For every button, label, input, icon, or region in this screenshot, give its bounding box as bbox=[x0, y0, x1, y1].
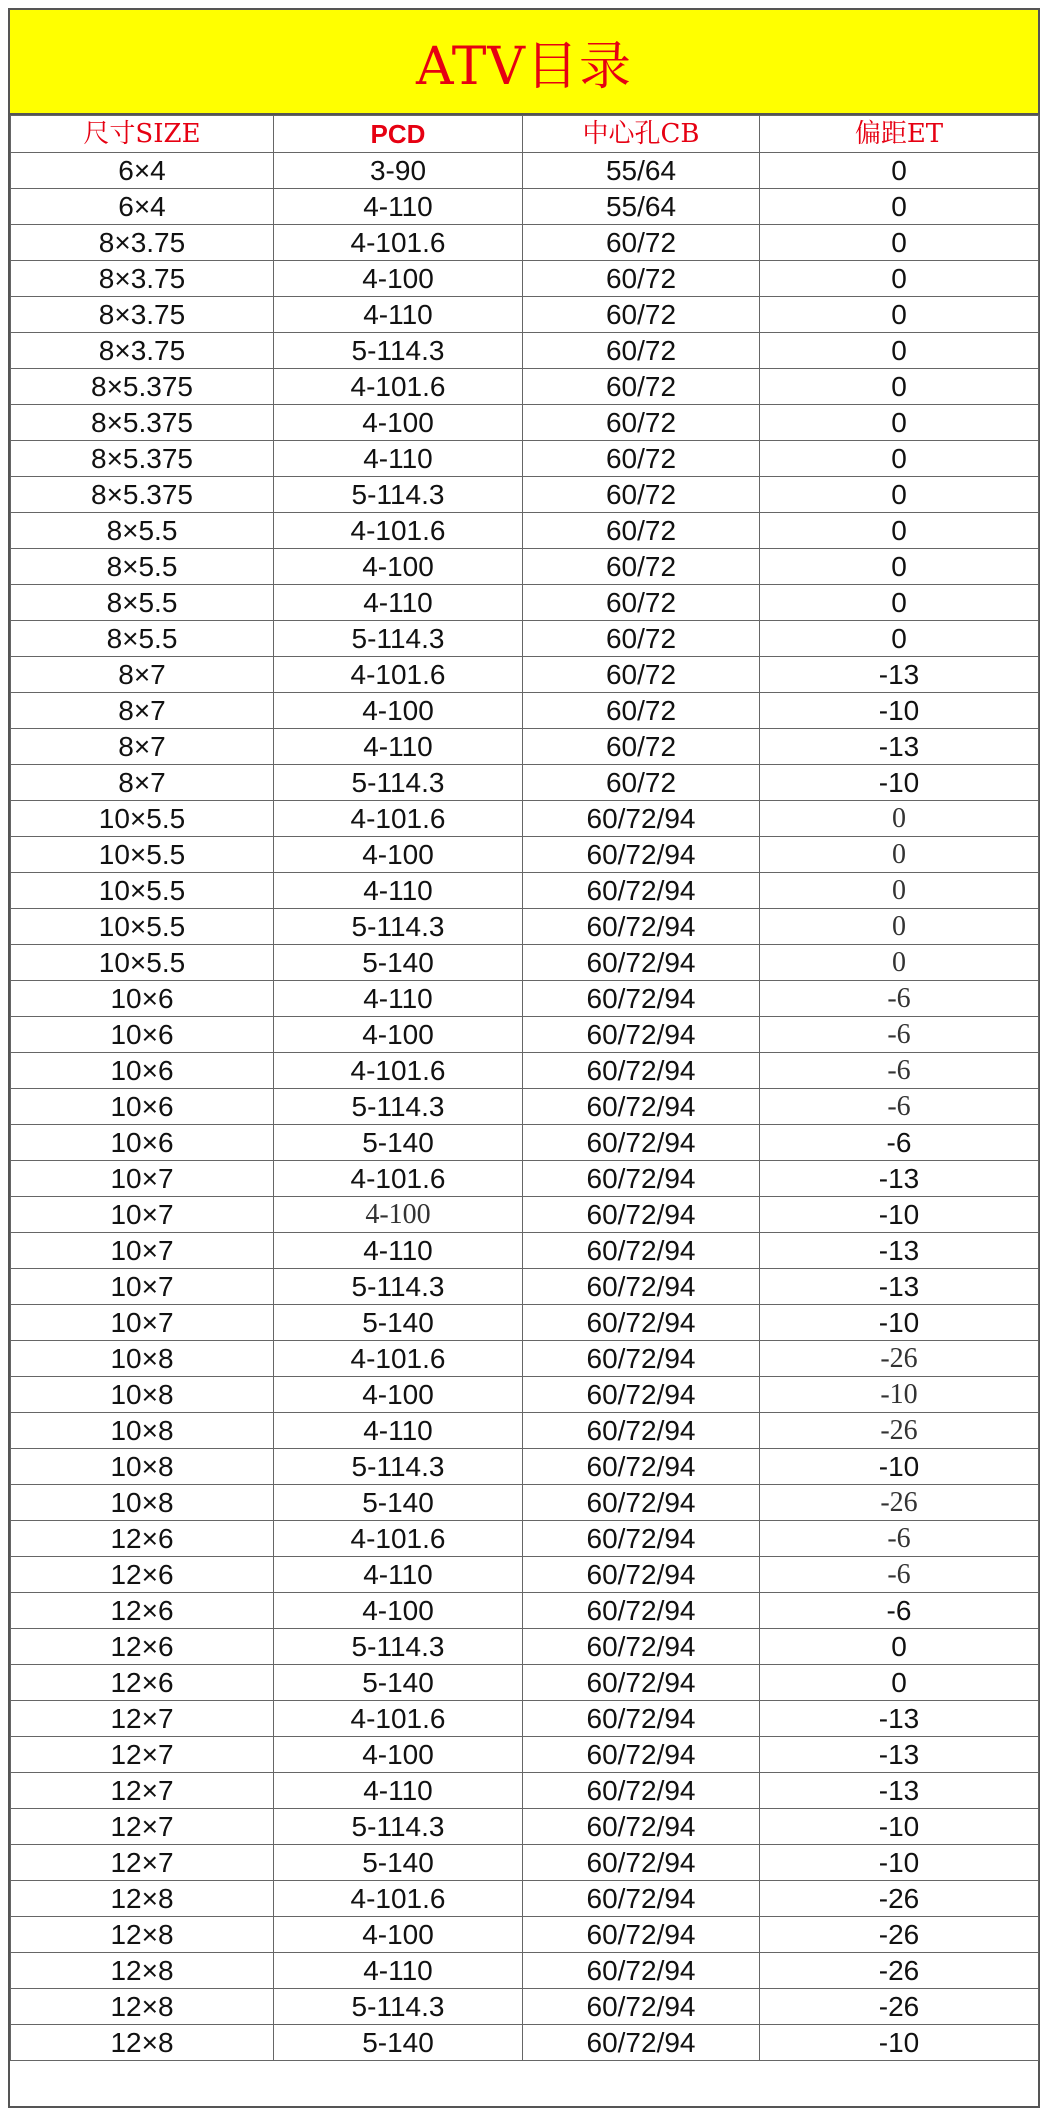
table-row bbox=[11, 1161, 1039, 1197]
table-row bbox=[11, 189, 1039, 225]
cell-center-bore: 60/72/94 bbox=[523, 945, 760, 981]
cell-pcd: 5-114.3 bbox=[274, 1989, 523, 2025]
cell-offset: 0 bbox=[760, 333, 1039, 369]
cell-offset: 0 bbox=[760, 189, 1039, 225]
cell-size: 8×3.75 bbox=[11, 333, 274, 369]
cell-size: 10×8 bbox=[11, 1341, 274, 1377]
table-row bbox=[11, 261, 1039, 297]
header-center-bore: 中心孔CB bbox=[523, 116, 760, 153]
cell-center-bore: 60/72 bbox=[523, 261, 760, 297]
table-row bbox=[11, 1377, 1039, 1413]
cell-center-bore: 55/64 bbox=[523, 189, 760, 225]
cell-pcd: 4-101.6 bbox=[274, 657, 523, 693]
cell-offset: -6 bbox=[760, 1557, 1039, 1593]
cell-size: 12×6 bbox=[11, 1593, 274, 1629]
cell-size: 10×5.5 bbox=[11, 801, 274, 837]
cell-pcd: 4-110 bbox=[274, 1413, 523, 1449]
cell-offset: 0 bbox=[760, 801, 1039, 837]
cell-size: 8×3.75 bbox=[11, 297, 274, 333]
cell-size: 8×7 bbox=[11, 765, 274, 801]
table-row bbox=[11, 1989, 1039, 2025]
cell-offset: -6 bbox=[760, 1593, 1039, 1629]
table-row bbox=[11, 1449, 1039, 1485]
cell-offset: 0 bbox=[760, 405, 1039, 441]
cell-pcd: 4-100 bbox=[274, 261, 523, 297]
cell-center-bore: 60/72 bbox=[523, 477, 760, 513]
cell-offset: -26 bbox=[760, 1413, 1039, 1449]
cell-pcd: 4-101.6 bbox=[274, 1701, 523, 1737]
cell-center-bore: 60/72/94 bbox=[523, 1341, 760, 1377]
cell-center-bore: 60/72 bbox=[523, 693, 760, 729]
table-row bbox=[11, 945, 1039, 981]
cell-center-bore: 60/72/94 bbox=[523, 1773, 760, 1809]
cell-offset: -13 bbox=[760, 729, 1039, 765]
cell-offset: -13 bbox=[760, 657, 1039, 693]
cell-size: 10×5.5 bbox=[11, 909, 274, 945]
cell-pcd: 4-100 bbox=[274, 405, 523, 441]
cell-size: 10×6 bbox=[11, 1017, 274, 1053]
table-body bbox=[11, 153, 1039, 2061]
cell-pcd: 4-101.6 bbox=[274, 1881, 523, 1917]
cell-offset: -26 bbox=[760, 1341, 1039, 1377]
table-row bbox=[11, 477, 1039, 513]
cell-center-bore: 60/72/94 bbox=[523, 1089, 760, 1125]
table-row bbox=[11, 1413, 1039, 1449]
cell-center-bore: 60/72 bbox=[523, 225, 760, 261]
cell-size: 10×8 bbox=[11, 1449, 274, 1485]
table-row bbox=[11, 513, 1039, 549]
cell-size: 8×7 bbox=[11, 693, 274, 729]
cell-center-bore: 60/72/94 bbox=[523, 1809, 760, 1845]
cell-pcd: 4-110 bbox=[274, 585, 523, 621]
cell-offset: 0 bbox=[760, 261, 1039, 297]
table-row bbox=[11, 729, 1039, 765]
cell-size: 8×5.375 bbox=[11, 441, 274, 477]
table-row bbox=[11, 441, 1039, 477]
cell-size: 10×7 bbox=[11, 1269, 274, 1305]
cell-size: 8×5.375 bbox=[11, 369, 274, 405]
cell-center-bore: 55/64 bbox=[523, 153, 760, 189]
cell-size: 12×6 bbox=[11, 1665, 274, 1701]
cell-pcd: 4-100 bbox=[274, 1593, 523, 1629]
cell-pcd: 5-140 bbox=[274, 1305, 523, 1341]
cell-offset: 0 bbox=[760, 621, 1039, 657]
cell-size: 12×8 bbox=[11, 1953, 274, 1989]
cell-pcd: 4-100 bbox=[274, 693, 523, 729]
cell-pcd: 4-100 bbox=[274, 1917, 523, 1953]
cell-pcd: 5-114.3 bbox=[274, 909, 523, 945]
cell-size: 10×7 bbox=[11, 1197, 274, 1233]
cell-pcd: 5-140 bbox=[274, 1485, 523, 1521]
header-size: 尺寸SIZE bbox=[11, 116, 274, 153]
table-row bbox=[11, 1593, 1039, 1629]
cell-size: 12×6 bbox=[11, 1557, 274, 1593]
cell-offset: -10 bbox=[760, 1809, 1039, 1845]
cell-pcd: 4-110 bbox=[274, 1233, 523, 1269]
cell-offset: -26 bbox=[760, 1917, 1039, 1953]
table-row bbox=[11, 1701, 1039, 1737]
cell-pcd: 4-101.6 bbox=[274, 369, 523, 405]
cell-pcd: 4-110 bbox=[274, 441, 523, 477]
table-row bbox=[11, 1845, 1039, 1881]
cell-size: 10×7 bbox=[11, 1161, 274, 1197]
cell-center-bore: 60/72 bbox=[523, 369, 760, 405]
cell-size: 12×7 bbox=[11, 1845, 274, 1881]
table-row bbox=[11, 1485, 1039, 1521]
cell-offset: -26 bbox=[760, 1881, 1039, 1917]
cell-center-bore: 60/72/94 bbox=[523, 873, 760, 909]
cell-offset: -10 bbox=[760, 2025, 1039, 2061]
cell-size: 12×7 bbox=[11, 1809, 274, 1845]
cell-center-bore: 60/72/94 bbox=[523, 1845, 760, 1881]
cell-offset: 0 bbox=[760, 225, 1039, 261]
cell-offset: 0 bbox=[760, 585, 1039, 621]
cell-pcd: 5-114.3 bbox=[274, 1449, 523, 1485]
table-row bbox=[11, 369, 1039, 405]
cell-size: 10×5.5 bbox=[11, 837, 274, 873]
cell-size: 10×8 bbox=[11, 1377, 274, 1413]
cell-size: 12×8 bbox=[11, 1989, 274, 2025]
cell-size: 8×5.5 bbox=[11, 621, 274, 657]
table-row bbox=[11, 585, 1039, 621]
cell-pcd: 5-114.3 bbox=[274, 333, 523, 369]
table-row bbox=[11, 1809, 1039, 1845]
cell-pcd: 4-110 bbox=[274, 297, 523, 333]
cell-center-bore: 60/72/94 bbox=[523, 1017, 760, 1053]
cell-pcd: 4-110 bbox=[274, 981, 523, 1017]
cell-center-bore: 60/72/94 bbox=[523, 1413, 760, 1449]
cell-offset: -6 bbox=[760, 1017, 1039, 1053]
table-row bbox=[11, 225, 1039, 261]
cell-offset: 0 bbox=[760, 1629, 1039, 1665]
cell-center-bore: 60/72/94 bbox=[523, 1665, 760, 1701]
header-row bbox=[11, 116, 1039, 153]
table-row bbox=[11, 981, 1039, 1017]
cell-center-bore: 60/72/94 bbox=[523, 1449, 760, 1485]
cell-size: 12×8 bbox=[11, 1881, 274, 1917]
table-row bbox=[11, 1665, 1039, 1701]
cell-offset: -26 bbox=[760, 1989, 1039, 2025]
cell-size: 12×6 bbox=[11, 1521, 274, 1557]
cell-size: 8×3.75 bbox=[11, 261, 274, 297]
table-row bbox=[11, 1017, 1039, 1053]
table-row bbox=[11, 837, 1039, 873]
cell-offset: 0 bbox=[760, 945, 1039, 981]
cell-offset: -13 bbox=[760, 1737, 1039, 1773]
cell-offset: -10 bbox=[760, 693, 1039, 729]
cell-size: 8×7 bbox=[11, 729, 274, 765]
cell-pcd: 4-100 bbox=[274, 1017, 523, 1053]
cell-offset: -10 bbox=[760, 1197, 1039, 1233]
cell-center-bore: 60/72/94 bbox=[523, 981, 760, 1017]
cell-center-bore: 60/72/94 bbox=[523, 1989, 760, 2025]
cell-offset: -6 bbox=[760, 1125, 1039, 1161]
cell-pcd: 4-101.6 bbox=[274, 801, 523, 837]
cell-center-bore: 60/72/94 bbox=[523, 1881, 760, 1917]
table-row bbox=[11, 1269, 1039, 1305]
cell-size: 8×5.5 bbox=[11, 549, 274, 585]
header-offset: 偏距ET bbox=[760, 116, 1039, 153]
cell-pcd: 4-100 bbox=[274, 549, 523, 585]
cell-center-bore: 60/72 bbox=[523, 333, 760, 369]
cell-size: 8×5.375 bbox=[11, 477, 274, 513]
cell-pcd: 5-114.3 bbox=[274, 1809, 523, 1845]
cell-size: 10×8 bbox=[11, 1485, 274, 1521]
table-row bbox=[11, 1557, 1039, 1593]
cell-offset: 0 bbox=[760, 837, 1039, 873]
table-row bbox=[11, 1053, 1039, 1089]
cell-pcd: 4-100 bbox=[274, 1197, 523, 1233]
cell-offset: 0 bbox=[760, 153, 1039, 189]
cell-center-bore: 60/72/94 bbox=[523, 1377, 760, 1413]
cell-pcd: 4-110 bbox=[274, 1557, 523, 1593]
cell-center-bore: 60/72/94 bbox=[523, 801, 760, 837]
cell-pcd: 3-90 bbox=[274, 153, 523, 189]
cell-pcd: 4-110 bbox=[274, 873, 523, 909]
cell-pcd: 4-101.6 bbox=[274, 1521, 523, 1557]
table-row bbox=[11, 1341, 1039, 1377]
cell-center-bore: 60/72 bbox=[523, 549, 760, 585]
cell-center-bore: 60/72/94 bbox=[523, 1593, 760, 1629]
cell-pcd: 5-140 bbox=[274, 945, 523, 981]
cell-center-bore: 60/72/94 bbox=[523, 1053, 760, 1089]
table-row bbox=[11, 1629, 1039, 1665]
cell-pcd: 4-110 bbox=[274, 729, 523, 765]
cell-offset: 0 bbox=[760, 909, 1039, 945]
cell-size: 12×8 bbox=[11, 2025, 274, 2061]
table-row bbox=[11, 1737, 1039, 1773]
cell-center-bore: 60/72/94 bbox=[523, 1305, 760, 1341]
table-row bbox=[11, 1521, 1039, 1557]
table-row bbox=[11, 1233, 1039, 1269]
cell-pcd: 4-101.6 bbox=[274, 1053, 523, 1089]
cell-center-bore: 60/72/94 bbox=[523, 1701, 760, 1737]
cell-size: 6×4 bbox=[11, 153, 274, 189]
cell-offset: 0 bbox=[760, 297, 1039, 333]
cell-center-bore: 60/72/94 bbox=[523, 1917, 760, 1953]
cell-size: 8×7 bbox=[11, 657, 274, 693]
cell-pcd: 5-114.3 bbox=[274, 765, 523, 801]
cell-offset: -13 bbox=[760, 1269, 1039, 1305]
cell-size: 10×6 bbox=[11, 1053, 274, 1089]
cell-pcd: 4-101.6 bbox=[274, 1161, 523, 1197]
cell-offset: 0 bbox=[760, 549, 1039, 585]
cell-size: 12×7 bbox=[11, 1701, 274, 1737]
table-row bbox=[11, 657, 1039, 693]
cell-pcd: 4-110 bbox=[274, 189, 523, 225]
cell-center-bore: 60/72/94 bbox=[523, 1197, 760, 1233]
cell-offset: -26 bbox=[760, 1953, 1039, 1989]
cell-offset: 0 bbox=[760, 873, 1039, 909]
cell-size: 8×5.5 bbox=[11, 513, 274, 549]
cell-size: 12×8 bbox=[11, 1917, 274, 1953]
catalog-sheet bbox=[8, 8, 1040, 2108]
cell-pcd: 5-114.3 bbox=[274, 1089, 523, 1125]
cell-size: 10×5.5 bbox=[11, 945, 274, 981]
cell-center-bore: 60/72 bbox=[523, 297, 760, 333]
cell-offset: -26 bbox=[760, 1485, 1039, 1521]
cell-pcd: 4-100 bbox=[274, 1737, 523, 1773]
cell-center-bore: 60/72/94 bbox=[523, 1953, 760, 1989]
cell-center-bore: 60/72/94 bbox=[523, 2025, 760, 2061]
cell-offset: 0 bbox=[760, 513, 1039, 549]
cell-pcd: 4-110 bbox=[274, 1773, 523, 1809]
cell-pcd: 5-140 bbox=[274, 1845, 523, 1881]
cell-pcd: 5-140 bbox=[274, 1665, 523, 1701]
cell-center-bore: 60/72/94 bbox=[523, 1269, 760, 1305]
cell-center-bore: 60/72 bbox=[523, 441, 760, 477]
table-row bbox=[11, 909, 1039, 945]
header-pcd: PCD bbox=[274, 116, 523, 153]
cell-pcd: 4-110 bbox=[274, 1953, 523, 1989]
cell-center-bore: 60/72 bbox=[523, 729, 760, 765]
page-title: ATV目录 bbox=[10, 10, 1038, 115]
table-row bbox=[11, 765, 1039, 801]
cell-offset: -13 bbox=[760, 1233, 1039, 1269]
cell-center-bore: 60/72/94 bbox=[523, 1737, 760, 1773]
cell-center-bore: 60/72/94 bbox=[523, 1521, 760, 1557]
table-row bbox=[11, 1881, 1039, 1917]
table-row bbox=[11, 1305, 1039, 1341]
cell-center-bore: 60/72/94 bbox=[523, 1233, 760, 1269]
cell-center-bore: 60/72 bbox=[523, 621, 760, 657]
cell-center-bore: 60/72/94 bbox=[523, 909, 760, 945]
cell-size: 10×5.5 bbox=[11, 873, 274, 909]
cell-center-bore: 60/72/94 bbox=[523, 837, 760, 873]
cell-pcd: 5-114.3 bbox=[274, 1629, 523, 1665]
cell-offset: 0 bbox=[760, 1665, 1039, 1701]
cell-center-bore: 60/72/94 bbox=[523, 1125, 760, 1161]
cell-pcd: 5-140 bbox=[274, 2025, 523, 2061]
cell-offset: -6 bbox=[760, 1053, 1039, 1089]
table-row bbox=[11, 405, 1039, 441]
cell-pcd: 5-114.3 bbox=[274, 477, 523, 513]
cell-size: 8×3.75 bbox=[11, 225, 274, 261]
cell-pcd: 5-114.3 bbox=[274, 621, 523, 657]
cell-size: 8×5.375 bbox=[11, 405, 274, 441]
cell-pcd: 4-101.6 bbox=[274, 1341, 523, 1377]
table-row bbox=[11, 1089, 1039, 1125]
cell-offset: -6 bbox=[760, 1521, 1039, 1557]
cell-pcd: 4-100 bbox=[274, 837, 523, 873]
cell-size: 12×7 bbox=[11, 1737, 274, 1773]
cell-offset: -6 bbox=[760, 1089, 1039, 1125]
cell-center-bore: 60/72/94 bbox=[523, 1485, 760, 1521]
cell-center-bore: 60/72/94 bbox=[523, 1557, 760, 1593]
cell-offset: -13 bbox=[760, 1161, 1039, 1197]
cell-center-bore: 60/72 bbox=[523, 765, 760, 801]
cell-offset: 0 bbox=[760, 441, 1039, 477]
cell-pcd: 4-100 bbox=[274, 1377, 523, 1413]
cell-center-bore: 60/72 bbox=[523, 585, 760, 621]
cell-pcd: 4-101.6 bbox=[274, 225, 523, 261]
table-row bbox=[11, 297, 1039, 333]
cell-center-bore: 60/72/94 bbox=[523, 1161, 760, 1197]
cell-size: 10×6 bbox=[11, 1125, 274, 1161]
cell-size: 12×6 bbox=[11, 1629, 274, 1665]
cell-offset: -10 bbox=[760, 1845, 1039, 1881]
table-row bbox=[11, 1953, 1039, 1989]
cell-offset: -10 bbox=[760, 1305, 1039, 1341]
cell-offset: -10 bbox=[760, 1377, 1039, 1413]
table-row bbox=[11, 1773, 1039, 1809]
cell-pcd: 5-114.3 bbox=[274, 1269, 523, 1305]
table-row bbox=[11, 549, 1039, 585]
cell-center-bore: 60/72 bbox=[523, 405, 760, 441]
table-row bbox=[11, 2025, 1039, 2061]
cell-size: 10×7 bbox=[11, 1305, 274, 1341]
cell-offset: -6 bbox=[760, 981, 1039, 1017]
table-row bbox=[11, 873, 1039, 909]
table-row bbox=[11, 1197, 1039, 1233]
table-row bbox=[11, 153, 1039, 189]
cell-offset: 0 bbox=[760, 369, 1039, 405]
cell-size: 10×6 bbox=[11, 1089, 274, 1125]
cell-size: 12×7 bbox=[11, 1773, 274, 1809]
catalog-table bbox=[10, 115, 1039, 2061]
table-row bbox=[11, 1125, 1039, 1161]
table-row bbox=[11, 693, 1039, 729]
cell-offset: -13 bbox=[760, 1701, 1039, 1737]
table-row bbox=[11, 333, 1039, 369]
cell-offset: 0 bbox=[760, 477, 1039, 513]
cell-size: 10×7 bbox=[11, 1233, 274, 1269]
cell-size: 8×5.5 bbox=[11, 585, 274, 621]
table-row bbox=[11, 801, 1039, 837]
cell-offset: -10 bbox=[760, 765, 1039, 801]
cell-size: 6×4 bbox=[11, 189, 274, 225]
cell-center-bore: 60/72 bbox=[523, 513, 760, 549]
table-row bbox=[11, 621, 1039, 657]
cell-offset: -13 bbox=[760, 1773, 1039, 1809]
cell-offset: -10 bbox=[760, 1449, 1039, 1485]
cell-size: 10×6 bbox=[11, 981, 274, 1017]
cell-size: 10×8 bbox=[11, 1413, 274, 1449]
table-row bbox=[11, 1917, 1039, 1953]
cell-center-bore: 60/72/94 bbox=[523, 1629, 760, 1665]
cell-pcd: 5-140 bbox=[274, 1125, 523, 1161]
cell-center-bore: 60/72 bbox=[523, 657, 760, 693]
cell-pcd: 4-101.6 bbox=[274, 513, 523, 549]
